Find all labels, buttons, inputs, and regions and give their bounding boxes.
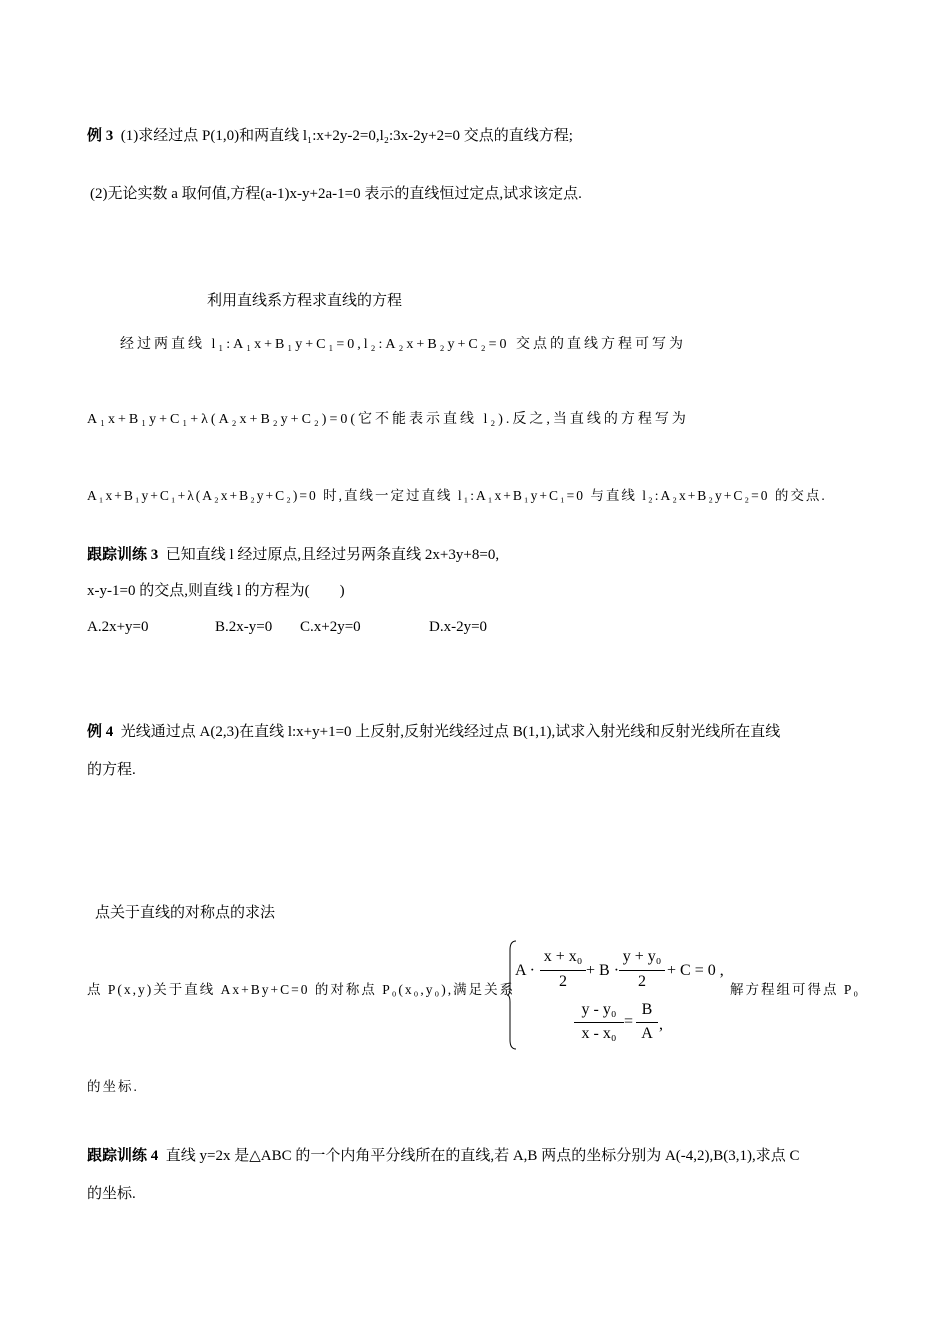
track-3-option-d: D.x-2y=0	[429, 619, 488, 635]
eq2-frac2-den: A	[641, 1025, 653, 1042]
example-4-text-2: 的方程.	[87, 762, 136, 778]
example-3-question-2: (2)无论实数 a 取何值,方程(a-1)x-y+2a-1=0 表示的直线恒过定点,试求该定点.	[90, 186, 582, 202]
method-1-line-3: A₁x+B₁y+C₁+λ(A₂x+B₂y+C₂)=0 时,直线一定过直线 l₁:A₁x+B₁y+C₁=0 与直线 l₂:A₂x+B₂y+C₂=0 的交点.	[87, 488, 827, 503]
eq2-frac1-den: x - x₀	[581, 1025, 617, 1042]
eq1-frac2-den: 2	[638, 973, 646, 990]
example-3-title: 例 3	[87, 128, 114, 144]
eq2-frac2-num: B	[641, 1001, 653, 1018]
left-brace	[507, 940, 517, 1050]
method-2-intro: 点 P(x,y)关于直线 Ax+By+C=0 的对称点 P₀(x₀,y₀),满足关系	[87, 982, 516, 997]
track-4-title: 跟踪训练 4	[87, 1148, 159, 1164]
track-3-text-1: 已知直线 l 经过原点,且经过另两条直线 2x+3y+8=0,	[165, 547, 500, 563]
track-3-option-b: B.2x-y=0	[215, 619, 273, 635]
example-4-title: 例 4	[87, 724, 114, 740]
method-2-solve: 解方程组可得点 P₀	[730, 982, 861, 997]
example-4	[87, 722, 780, 742]
example-3	[87, 126, 573, 146]
eq1-frac2-num: y + y₀	[622, 948, 662, 965]
track-4-text-1: 直线 y=2x 是△ABC 的一个内角平分线所在的直线,若 A,B 两点的坐标分别为 A(-4,2),B(3,1),求点 C	[165, 1148, 800, 1164]
track-3-title: 跟踪训练 3	[87, 547, 159, 563]
eq1-frac1-bar	[540, 970, 586, 971]
method-2-tail: 的坐标.	[87, 1079, 139, 1094]
eq2-equals: =	[624, 1013, 634, 1030]
method-2-heading: 点关于直线的对称点的求法	[95, 903, 276, 921]
eq1-frac1-den: 2	[559, 973, 567, 990]
eq2-frac1-num: y - y₀	[581, 1001, 617, 1018]
eq1-frac1-num: x + x₀	[543, 948, 583, 965]
eq1-term-b: + B ·	[586, 962, 620, 979]
track-4	[87, 1146, 800, 1166]
track-3-option-a: A.2x+y=0	[87, 619, 149, 635]
method-1-line-2: A₁x+B₁y+C₁+λ(A₂x+B₂y+C₂)=0(它不能表示直线 l₂).反之,当直线的方程写为	[87, 412, 689, 427]
track-4-text-2: 的坐标.	[87, 1186, 136, 1202]
eq2-comma: ,	[659, 1016, 663, 1033]
eq1-term-a: A ·	[515, 962, 535, 979]
eq1-term-c: + C = 0 ,	[667, 962, 724, 979]
track-3-option-c: C.x+2y=0	[300, 619, 361, 635]
method-1-line-1: 经过两直线 l₁:A₁x+B₁y+C₁=0,l₂:A₂x+B₂y+C₂=0 交点的直线方程可写为	[120, 337, 687, 352]
eq1-frac2-bar	[619, 970, 665, 971]
track-3-text-2: x-y-1=0 的交点,则直线 l 的方程为( )	[87, 583, 345, 599]
eq2-frac1-bar	[574, 1022, 624, 1023]
track-3	[87, 545, 499, 565]
example-4-text-1: 光线通过点 A(2,3)在直线 l:x+y+1=0 上反射,反射光线经过点 B(1,1),试求入射光线和反射光线所在直线	[120, 724, 781, 740]
example-3-question-1: (1)求经过点 P(1,0)和两直线 l₁:x+2y-2=0,l₂:3x-2y+2=0 交点的直线方程;	[120, 128, 573, 144]
eq2-frac2-bar	[636, 1022, 658, 1023]
method-1-heading: 利用直线系方程求直线的方程	[207, 291, 403, 309]
